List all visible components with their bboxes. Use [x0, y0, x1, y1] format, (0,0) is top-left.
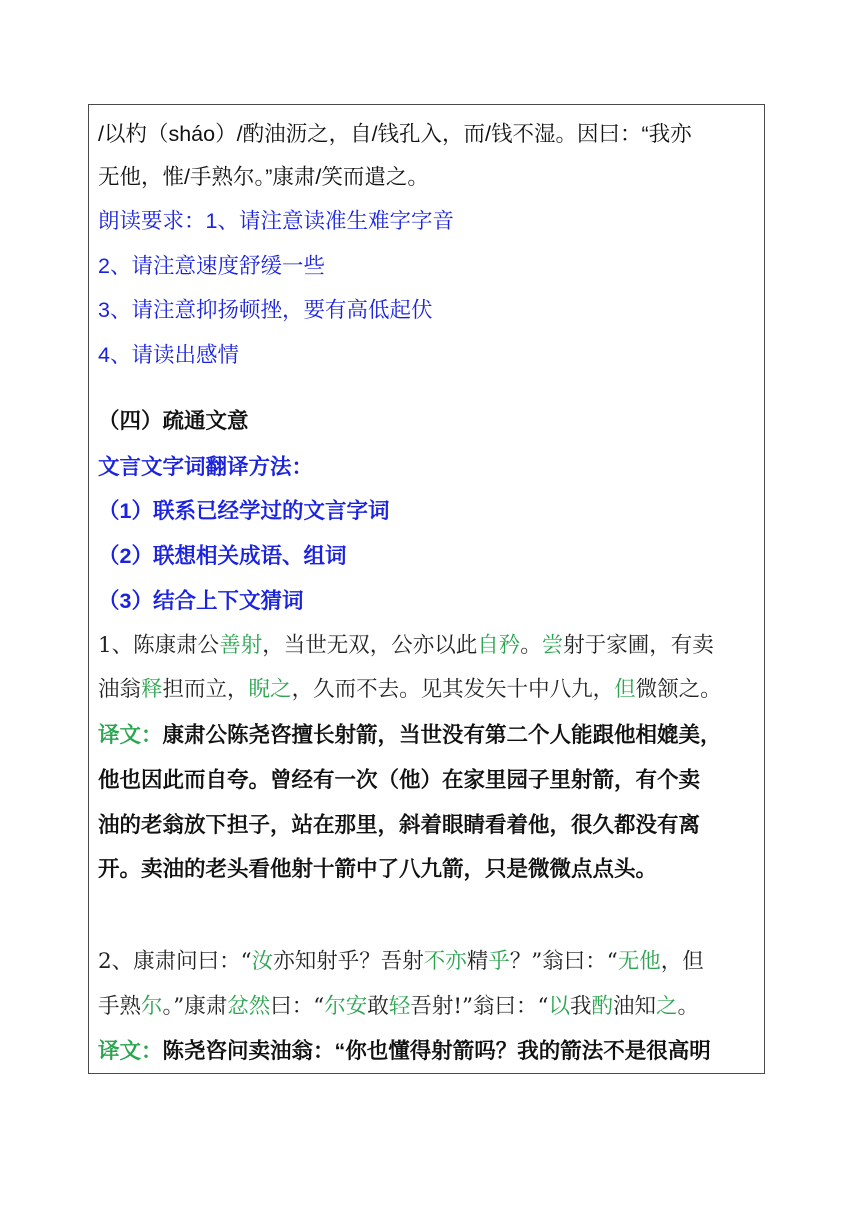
text: 油知 — [613, 994, 657, 1019]
passage-line-2: 无他，惟/手熟尔。”康肃/笑而遣之。 — [98, 165, 429, 189]
para1-translation-3: 油的老翁放下担子，站在那里，斜着眼睛看着他，很久都没有离 — [98, 813, 701, 837]
text: 1、陈康肃公 — [98, 633, 220, 658]
para1-translation-1 — [98, 720, 722, 750]
keyword: 乎 — [488, 949, 510, 974]
keyword: 释 — [141, 677, 163, 702]
method-1: （1）联系已经学过的文言字词 — [98, 499, 390, 523]
text: 。 — [520, 633, 542, 658]
keyword: 忿然 — [227, 994, 271, 1019]
requirement-1: 朗读要求：1、请注意读准生难字字音 — [98, 209, 454, 233]
keyword: 善射 — [219, 633, 263, 658]
text: ，当世无双，公亦以此 — [262, 633, 478, 658]
method-3: （3）结合上下文猜词 — [98, 589, 304, 613]
text: 曰：“ — [270, 994, 325, 1019]
keyword: 自矜 — [477, 633, 521, 658]
section-title: （四）疏通文意 — [98, 409, 249, 433]
para2-line-2 — [98, 992, 699, 1022]
text: ，久而不去。见其发矢十中八九， — [291, 677, 615, 702]
requirement-2: 2、请注意速度舒缓一些 — [98, 254, 325, 278]
keyword: 尔 — [141, 994, 163, 1019]
para1-line-2 — [98, 675, 722, 705]
translation-label: 译文： — [98, 1039, 163, 1063]
text: 我 — [569, 994, 592, 1019]
text: 精 — [466, 949, 489, 974]
translation-text: 陈尧咨问卖油翁：“你也懂得射箭吗？我的箭法不是很高明 — [162, 1039, 711, 1063]
text: 手熟 — [98, 994, 142, 1019]
keyword: 但 — [614, 677, 636, 702]
requirement-4: 4、请读出感情 — [98, 343, 239, 367]
text: ，但 — [660, 949, 704, 974]
passage-line-1: /以杓（sháo）/酌油沥之，自/钱孔入，而/钱不湿。因曰：“我亦 — [98, 122, 692, 146]
text: ？”翁曰：“ — [509, 949, 618, 974]
keyword: 轻 — [388, 994, 411, 1019]
translation-label: 译文： — [98, 723, 163, 747]
text: 担而立， — [162, 677, 249, 702]
keyword: 以 — [548, 994, 570, 1019]
keyword: 尝 — [541, 633, 564, 658]
keyword: 无他 — [617, 949, 661, 974]
translation-text: 康肃公陈尧咨擅长射箭，当世没有第二个人能跟他相媲美， — [162, 723, 722, 747]
keyword: 之 — [656, 994, 678, 1019]
text: 亦知射乎？吾射 — [273, 949, 424, 974]
method-2: （2）联想相关成语、组词 — [98, 544, 347, 568]
text: 射于家圃，有卖 — [563, 633, 714, 658]
text: 2、康肃问曰：“ — [98, 949, 252, 974]
text: 微颔之。 — [635, 677, 722, 702]
keyword: 汝 — [251, 949, 274, 974]
text: 吾射!”翁曰：“ — [410, 994, 549, 1019]
keyword: 睨之 — [248, 677, 292, 702]
document-frame — [88, 104, 765, 1074]
text: 油翁 — [98, 677, 142, 702]
keyword: 不亦 — [423, 949, 467, 974]
text: 。”康肃 — [162, 994, 228, 1019]
method-title: 文言文字词翻译方法： — [98, 455, 314, 479]
para2-line-1 — [98, 947, 704, 977]
para2-translation-1 — [98, 1036, 711, 1066]
text: 。 — [677, 994, 700, 1019]
keyword: 酌 — [591, 994, 614, 1019]
keyword: 尔安 — [324, 994, 368, 1019]
text: 敢 — [367, 994, 389, 1019]
para1-translation-2: 他也因此而自夸。曾经有一次（他）在家里园子里射箭，有个卖 — [98, 768, 701, 792]
para1-translation-4: 开。卖油的老头看他射十箭中了八九箭，只是微微点点头。 — [98, 857, 658, 881]
para1-line-1 — [98, 631, 714, 661]
requirement-3: 3、请注意抑扬顿挫，要有高低起伏 — [98, 298, 433, 322]
